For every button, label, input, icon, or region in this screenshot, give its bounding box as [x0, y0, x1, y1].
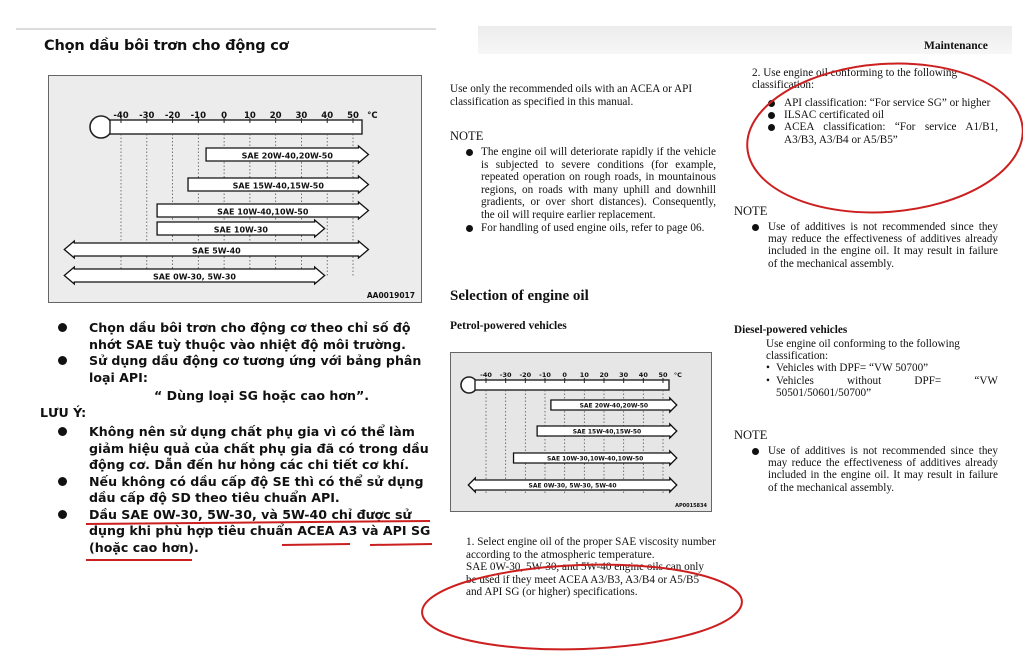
bar-label: SAE 20W-40,20W-50 [241, 151, 333, 161]
tick-label: 10 [243, 111, 256, 121]
tick-label: -30 [499, 371, 512, 379]
thermometer-tube [475, 380, 669, 390]
bar-label: SAE 15W-40,15W-50 [572, 428, 642, 436]
list-item: • Vehicles without DPF= “VW 50501/50601/50700” [766, 375, 998, 399]
petrol-viscosity-chart [450, 352, 712, 512]
bar-label: SAE 5W-40 [192, 246, 241, 256]
tick-label: 20 [599, 371, 609, 379]
bar-label: SAE 0W-30, 5W-30 [152, 272, 236, 282]
list-item: ACEA classification: “For service A1/B1, A3/B3, A3/B4 or A5/B5” [766, 121, 998, 145]
unit-label: °C [673, 371, 682, 379]
list-item: API classification: “For service SG” or higher [766, 97, 998, 109]
list-item: Chọn dầu bôi trơn cho động cơ theo chỉ số độ nhớt SAE tuỳ thuộc vào nhiệt độ môi trường. [52, 320, 432, 353]
figure-code: AP0015834 [675, 503, 707, 509]
vi-note-list [52, 424, 432, 556]
bar-label: SAE 0W-30, 5W-30, 5W-40 [528, 482, 617, 490]
tick-label: 0 [221, 111, 228, 121]
tick-label: 30 [295, 111, 308, 121]
mid-intro-text: Use only the recommended oils with an ACEA or API classification as specified in this manual. [450, 83, 693, 108]
tick-label: -40 [113, 111, 129, 121]
tick-label: 0 [562, 371, 567, 379]
bar-label: SAE 15W-40,15W-50 [232, 181, 324, 191]
classification-list [766, 97, 998, 146]
tick-label: 30 [619, 371, 629, 379]
vi-note-label: LƯU Ý: [40, 405, 87, 420]
tick-label: -10 [539, 371, 551, 379]
vi-page-title: Chọn dầu bôi trơn cho động cơ [44, 38, 289, 54]
tick-label: -40 [480, 371, 492, 379]
bar-label: SAE 10W-40,10W-50 [217, 207, 309, 217]
note-label: NOTE [734, 428, 768, 442]
list-item: Dầu SAE 0W-30, 5W-30, và 5W-40 chỉ được sử dụng khi phù hợp tiêu chuẩn ACEA A3 và API SG (hoặc cao hơn). [52, 507, 432, 557]
list-item: Nếu không có dầu cấp độ SE thì có thể sử dụng dầu cấp độ SD theo tiêu chuẩn API. [52, 474, 432, 507]
section-title: Selection of engine oil [450, 288, 589, 304]
thermometer-bulb-icon [90, 116, 112, 138]
vi-bullet-list [52, 320, 432, 386]
tick-label: -10 [190, 111, 207, 121]
vi-api-quote: “ Dùng loại SG hoặc cao hơn”. [154, 388, 370, 403]
note-label: NOTE [734, 204, 768, 218]
thermometer-tube [110, 120, 362, 134]
mid-note-label: NOTE [450, 129, 484, 143]
mid-note-list [466, 146, 716, 234]
list-item: The engine oil will deteriorate rapidly if the vehicle is subjected to severe conditions (for example, repeated operation on rough roads, in mountainous regions, on roads with many uphill and downhill gradients, or over short distances). Consequently, the oil will require earlier replacement. [466, 146, 716, 222]
petrol-subtitle: Petrol-powered vehicles [450, 320, 567, 332]
tick-label: 40 [321, 111, 334, 121]
vi-viscosity-chart [48, 75, 422, 303]
bar-label: SAE 20W-40,20W-50 [579, 402, 649, 410]
list-item: ILSAC certificated oil [766, 109, 998, 121]
tick-label: -30 [139, 111, 155, 121]
tick-label: -20 [519, 371, 532, 379]
list-item: Không nên sử dụng chất phụ gia vì có thể làm giảm hiệu quả của chất phụ gia đã có trong dầu động cơ. Dẫn đến hư hỏng các chi tiết cơ khí. [52, 424, 432, 474]
page-divider [16, 28, 436, 30]
tick-label: 20 [269, 111, 282, 121]
tick-label: 50 [658, 371, 668, 379]
list-item: Sử dụng dầu động cơ tương ứng với bảng phân loại API: [52, 353, 432, 386]
step-2-text: 2. Use engine oil conforming to the following classification: [752, 67, 958, 92]
section-header: Maintenance [924, 40, 988, 52]
figure-code: AA0019017 [366, 291, 415, 300]
step-1-text: 1. Select engine oil of the proper SAE viscosity number according to the atmospheric temperature. SAE 0W-30, 5W-30, and 5W-40 engine oils can only be used if they meet ACEA A3/B3, A3/B4 or A5/B5 and API SG (or higher) specifications. [466, 536, 716, 599]
list-item: • Vehicles with DPF= “VW 50700” [766, 362, 998, 374]
note-body: Use of additives is not recommended since they may reduce the effectiveness of additives already included in the engine oil. It may result in failure of the mechanical assembly. [750, 221, 998, 270]
diesel-classification: Use engine oil conforming to the following classification: • Vehicles with DPF= “VW 50700” • Vehicles without DPF= “VW 50501/50601/50700” [766, 338, 998, 399]
diesel-subtitle: Diesel-powered vehicles [734, 324, 848, 336]
unit-label: °C [367, 111, 378, 121]
note-body: Use of additives is not recommended since they may reduce the effectiveness of additives already included in the engine oil. It may result in failure of the mechanical assembly. [750, 445, 998, 494]
bar-label: SAE 10W-30 [213, 225, 268, 235]
tick-label: -20 [164, 111, 181, 121]
list-item: For handling of used engine oils, refer to page 06. [466, 222, 716, 235]
tick-label: 10 [579, 371, 589, 379]
tick-label: 50 [347, 111, 359, 121]
bar-label: SAE 10W-30,10W-40,10W-50 [546, 455, 644, 463]
tick-label: 40 [638, 371, 648, 379]
